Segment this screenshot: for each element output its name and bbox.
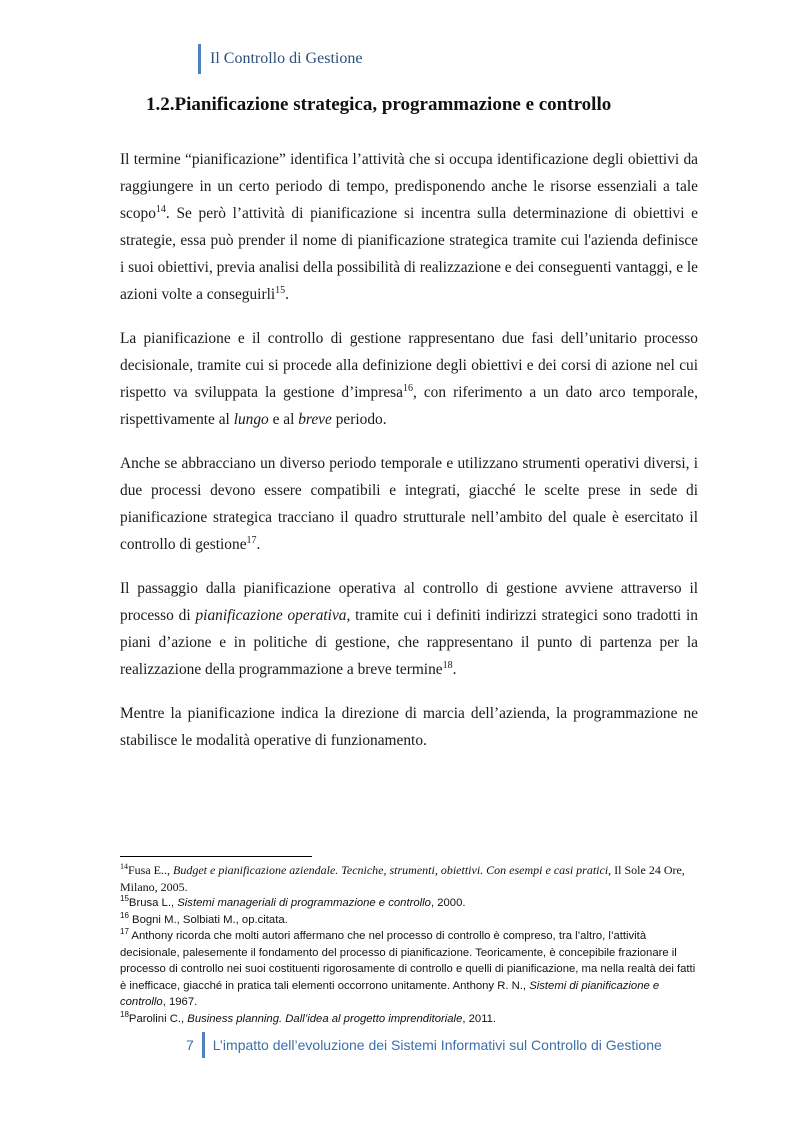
footnote-ref-14: 14: [155, 203, 166, 215]
running-footer: [186, 1032, 662, 1058]
footnote-title: Budget e pianificazione aziendale. Tecniche, strumenti, obiettivi. Con esempi e casi pratici: [173, 863, 609, 877]
footnote-16: [120, 912, 698, 929]
p3-text-b: .: [256, 536, 261, 553]
footnote-number: 16: [120, 910, 129, 920]
footnote-text: , Il Sole 24 Ore, Milano, 2005.: [120, 863, 685, 894]
footnote-text: Brusa L.,: [128, 897, 178, 909]
footnote-title: Sistemi manageriali di programmazione e controllo: [177, 897, 431, 909]
footer-title: L’impatto dell’evoluzione dei Sistemi Informativi sul Controllo di Gestione: [212, 1037, 662, 1053]
p1-text-a: Il termine “pianificazione” identifica l’attività che si occupa identificazione degli obiettivi da raggiungere in un certo periodo di tempo, predisponendo anche le risorse essenziali a tale scopo: [120, 151, 698, 222]
header-title: Il Controllo di Gestione: [210, 50, 363, 67]
p4-text-c: .: [452, 661, 457, 678]
footnote-14: [120, 862, 698, 895]
p2-text-c: e al: [268, 411, 299, 428]
p4-italic-term: pianificazione operativa: [195, 607, 347, 624]
paragraph-2: [120, 325, 698, 433]
footnote-text: Bogni M., Solbiati M., op.citata.: [128, 913, 288, 926]
footnote-17: [120, 928, 698, 1011]
footnotes: [120, 862, 698, 1027]
footnote-title: Business planning. Dall’idea al progetto imprenditoriale: [187, 1012, 463, 1025]
footnote-text: , 2000.: [430, 897, 466, 909]
footer-divider: [202, 1032, 205, 1058]
footnote-number: 17: [120, 927, 129, 937]
paragraph-5: [120, 700, 698, 754]
paragraph-3: [120, 450, 698, 558]
footnote-text: Anthony ricorda che molti autori affermano che nel processo di controllo è compreso, tra l’altro, l’attività decisionale, palesemente il fondamento del processo di pianificazione. Teoricamente, è concepibile frazionare il processo di controllo nei suoi costituenti rigorosamente di controllo e quelli di pianificazione, ma nella realtà dei fatti è inefficace, giacché in pratica tali elementi occorrono unitamente. Anthony R. N.,: [120, 930, 696, 992]
p1-text-c: .: [285, 286, 289, 303]
footnote-text: Parolini C.,: [128, 1012, 188, 1025]
running-header: [198, 44, 362, 74]
p5-text-a: Mentre la pianificazione indica la direzione di marcia dell’azienda, la programmazione ne stabilisce le modalità operative di funzionamento.: [120, 705, 698, 749]
p1-text-b: . Se però l’attività di pianificazione si incentra sulla determinazione di obiettivi e strategie, essa può prender il nome di pianificazione strategica tramite cui l'azienda definisce i suoi obiettivi, previa analisi della possibilità di realizzazione e dei conseguenti vantaggi, e le azioni volte a conseguirli: [120, 205, 698, 303]
p2-text-d: periodo.: [331, 411, 387, 428]
footnote-title: Sistemi di pianificazione e controllo: [120, 979, 660, 1008]
p2-italic-lungo: lungo: [233, 411, 269, 428]
footnote-number: 15: [120, 894, 129, 904]
footnote-ref-16: 16: [402, 382, 413, 394]
p2-italic-breve: breve: [298, 411, 332, 428]
p3-text-a: Anche se abbracciano un diverso periodo temporale e utilizzano strumenti operativi diversi, i due processi devono essere compatibili e integrati, giacché le scelte prese in sede di pianificazione strategica tracciano il quadro strutturale nell’ambito del quale è esercitato il controllo di gestione: [120, 455, 698, 553]
footnote-18: [120, 1011, 698, 1028]
footnote-ref-18: 18: [442, 659, 453, 671]
footnote-15: [120, 895, 698, 912]
section-heading: 1.2.Pianificazione strategica, programmazione e controllo: [146, 94, 612, 115]
page-number: 7: [186, 1037, 194, 1053]
footnote-text: , 2011.: [462, 1012, 497, 1025]
p2-text-a: La pianificazione e il controllo di gestione rappresentano due fasi dell’unitario processo decisionale, tramite cui si procede alla definizione degli obiettivi e dei corsi di azione nel cui rispetto va sviluppata la gestione d’impresa: [120, 330, 698, 401]
footnote-number: 14: [120, 862, 128, 871]
footnote-ref-17: 17: [246, 534, 257, 546]
paragraph-4: [120, 575, 698, 683]
footnote-text: Fusa E..,: [128, 863, 173, 877]
p4-text-a: Il passaggio dalla pianificazione operativa al controllo di gestione avviene attraverso il processo di: [120, 580, 698, 624]
p2-text-b: , con riferimento a un dato arco temporale, rispettivamente al: [120, 384, 698, 428]
footnote-ref-15: 15: [275, 284, 286, 296]
footnote-text: , 1967.: [162, 996, 198, 1008]
footnote-separator: [120, 856, 312, 857]
p4-text-b: , tramite cui i definiti indirizzi strategici sono tradotti in piani d’azione e in politiche di gestione, che rappresentano il punto di partenza per la realizzazione della programmazione a breve termine: [120, 607, 698, 678]
paragraph-1: [120, 146, 698, 308]
body-text: [120, 146, 698, 771]
footnote-number: 18: [120, 1009, 129, 1019]
